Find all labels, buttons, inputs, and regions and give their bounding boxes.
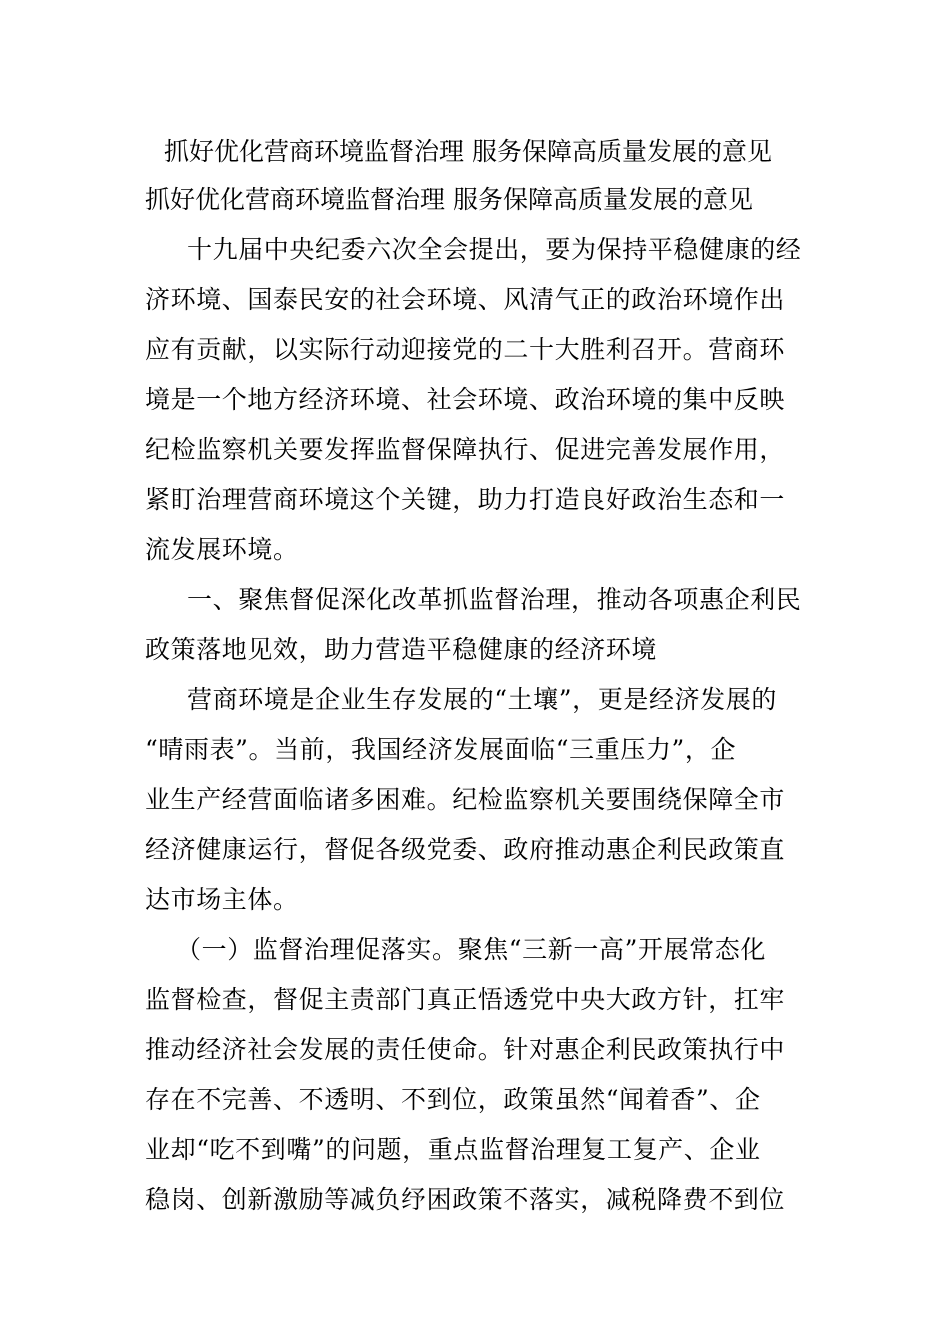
document-title-line-2: 抓好优化营商环境监督治理 服务保障高质量发展的意见 — [145, 185, 753, 214]
paragraph-4-line-3: 推动经济社会发展的责任使命。针对惠企利民政策执行中 — [145, 1035, 786, 1064]
paragraph-4-line-2: 监督检查，督促主责部门真正悟透党中央大政方针，扛牢 — [145, 985, 786, 1014]
paragraph-4-line-6: 稳岗、创新激励等减负纾困政策不落实，减税降费不到位 — [145, 1185, 786, 1214]
paragraph-1-line-4: 境是一个地方经济环境、社会环境、政治环境的集中反映 — [145, 385, 786, 414]
paragraph-1-line-1: 十九届中央纪委六次全会提出，要为保持平稳健康的经 — [187, 235, 802, 264]
paragraph-1-line-7: 流发展环境。 — [145, 535, 299, 564]
document-title-line-1: 抓好优化营商环境监督治理 服务保障高质量发展的意见 — [164, 137, 772, 166]
paragraph-3-line-3: 业生产经营面临诸多困难。纪检监察机关要围绕保障全市 — [145, 785, 786, 814]
paragraph-3-line-2: “晴雨表”。当前，我国经济发展面临“三重压力”，企 — [145, 735, 737, 764]
paragraph-1-line-3: 应有贡献，以实际行动迎接党的二十大胜利召开。营商环 — [145, 335, 786, 364]
paragraph-3-line-1: 营商环境是企业生存发展的“土壤”，更是经济发展的 — [187, 685, 777, 714]
section-heading-line-1: 一、聚焦督促深化改革抓监督治理，推动各项惠企利民 — [187, 585, 802, 614]
paragraph-1-line-6: 紧盯治理营商环境这个关键，助力打造良好政治生态和一 — [145, 485, 786, 514]
paragraph-1-line-2: 济环境、国泰民安的社会环境、风清气正的政治环境作出 — [145, 285, 786, 314]
section-heading-line-2: 政策落地见效，助力营造平稳健康的经济环境 — [145, 635, 658, 664]
paragraph-4-line-4: 存在不完善、不透明、不到位，政策虽然“闻着香”、企 — [145, 1085, 761, 1114]
paragraph-3-line-4: 经济健康运行，督促各级党委、政府推动惠企利民政策直 — [145, 835, 786, 864]
paragraph-3-line-5: 达市场主体。 — [145, 885, 299, 914]
paragraph-4-line-1: （一）监督治理促落实。聚焦“三新一高”开展常态化 — [176, 935, 766, 964]
paragraph-1-line-5: 纪检监察机关要发挥监督保障执行、促进完善发展作用， — [145, 435, 786, 464]
paragraph-4-line-5: 业却“吃不到嘴”的问题，重点监督治理复工复产、企业 — [145, 1135, 761, 1164]
